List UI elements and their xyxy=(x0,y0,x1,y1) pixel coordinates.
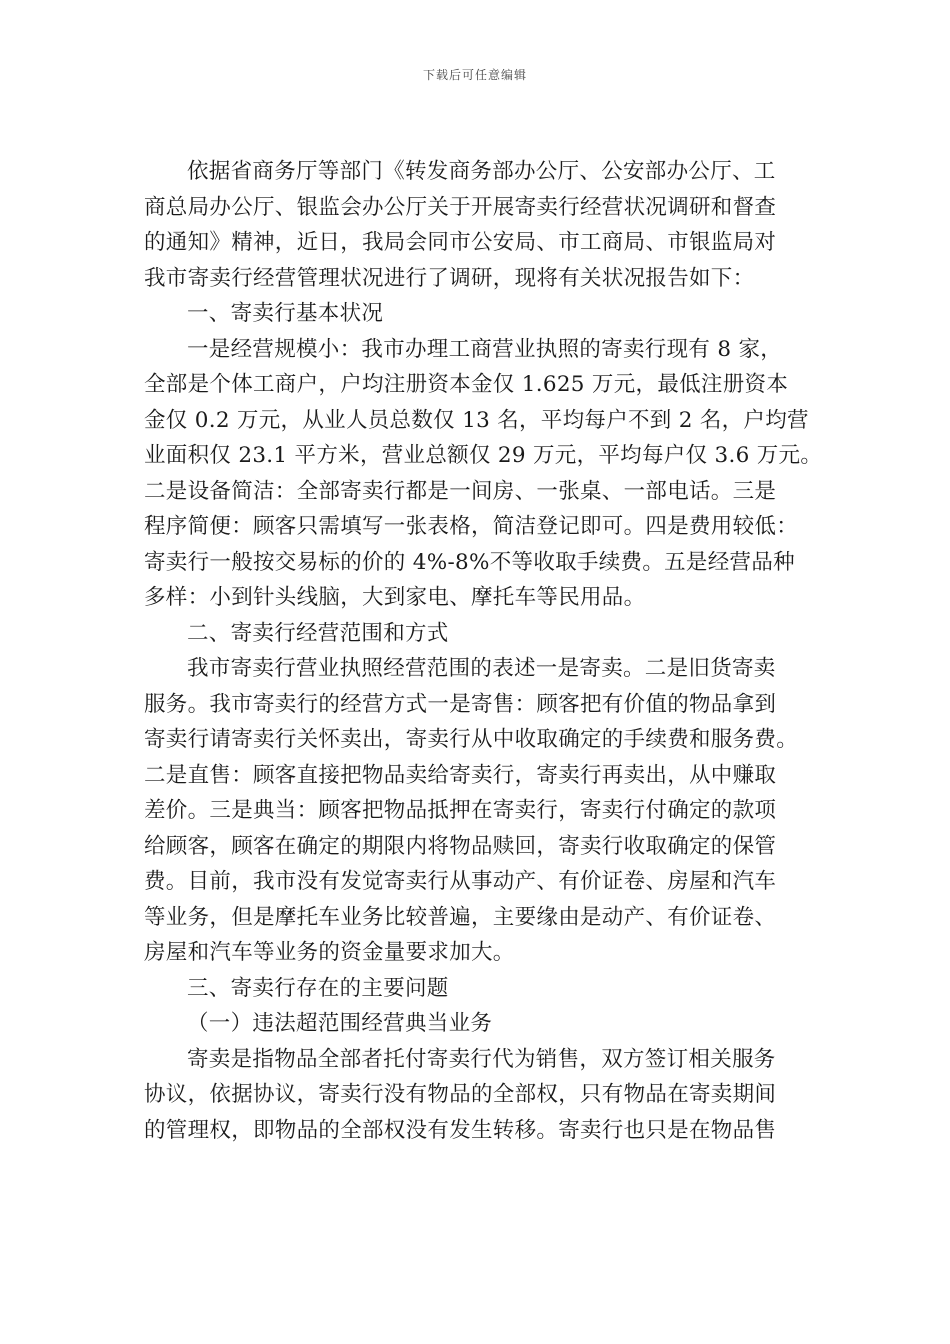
paragraph-line: 我市寄卖行营业执照经营范围的表述一是寄卖。二是旧货寄卖 xyxy=(187,656,776,681)
paragraph-line: 全部是个体工商户，户均注册资本金仅 1.625 万元，最低注册资本 xyxy=(144,372,789,397)
paragraph-line: 程序简便：顾客只需填写一张表格，简洁登记即可。四是费用较低： xyxy=(144,514,799,539)
paragraph-line: 商总局办公厅、银监会办公厅关于开展寄卖行经营状况调研和督查 xyxy=(144,194,777,220)
paragraph-line: 费。目前，我市没有发觉寄卖行从事动产、有价证卷、房屋和汽车 xyxy=(144,869,777,894)
paragraph-line: 差价。三是典当：顾客把物品抵押在寄卖行，寄卖行付确定的款项 xyxy=(144,798,777,823)
subsection-heading: （一）违法超范围经营典当业务 xyxy=(187,1011,493,1036)
document-body xyxy=(144,154,823,1148)
paragraph-line: 二是设备简洁：全部寄卖行都是一间房、一张桌、一部电话。三是 xyxy=(144,478,777,504)
paragraph-line: 一是经营规模小：我市办理工商营业执照的寄卖行现有 8 家， xyxy=(187,336,783,362)
section-heading: 三、寄卖行存在的主要问题 xyxy=(187,975,449,1001)
paragraph-line: 我市寄卖行经营管理状况进行了调研，现将有关状况报告如下： xyxy=(144,265,755,291)
paragraph-line: 寄卖行一般按交易标的价的 4%-8%不等收取手续费。五是经营品种 xyxy=(144,549,795,575)
paragraph-line: 多样：小到针头线脑，大到家电、摩托车等民用品。 xyxy=(144,585,646,610)
paragraph-line: 金仅 0.2 万元，从业人员总数仅 13 名，平均每户不到 2 名，户均营 xyxy=(144,407,809,433)
section-heading: 二、寄卖行经营范围和方式 xyxy=(187,620,449,646)
paragraph-line: 依据省商务厅等部门《转发商务部办公厅、公安部办公厅、工 xyxy=(187,159,776,184)
header-note: 下载后可任意编辑 xyxy=(422,68,527,82)
section-heading: 一、寄卖行基本状况 xyxy=(187,301,384,326)
paragraph-line: 的通知》精神，近日，我局会同市公安局、市工商局、市银监局对 xyxy=(144,230,777,255)
paragraph-line: 二是直售：顾客直接把物品卖给寄卖行，寄卖行再卖出，从中赚取 xyxy=(144,762,777,788)
paragraph-line: 协议，依据协议，寄卖行没有物品的全部权，只有物品在寄卖期间 xyxy=(144,1082,777,1107)
paragraph-line: 给顾客，顾客在确定的期限内将物品赎回，寄卖行收取确定的保管 xyxy=(144,833,777,859)
paragraph-line: 寄卖是指物品全部者托付寄卖行代为销售，双方签订相关服务 xyxy=(187,1046,776,1072)
paragraph-line: 服务。我市寄卖行的经营方式一是寄售：顾客把有价值的物品拿到 xyxy=(144,691,777,717)
paragraph-line: 等业务，但是摩托车业务比较普遍，主要缘由是动产、有价证卷、 xyxy=(144,904,777,930)
paragraph-line: 业面积仅 23.1 平方米，营业总额仅 29 万元，平均每户仅 3.6 万元。 xyxy=(144,443,823,468)
paragraph-line: 房屋和汽车等业务的资金量要求加大。 xyxy=(144,940,515,965)
paragraph-line: 寄卖行请寄卖行关怀卖出，寄卖行从中收取确定的手续费和服务费。 xyxy=(144,727,799,752)
paragraph-line: 的管理权，即物品的全部权没有发生转移。寄卖行也只是在物品售 xyxy=(144,1117,777,1143)
